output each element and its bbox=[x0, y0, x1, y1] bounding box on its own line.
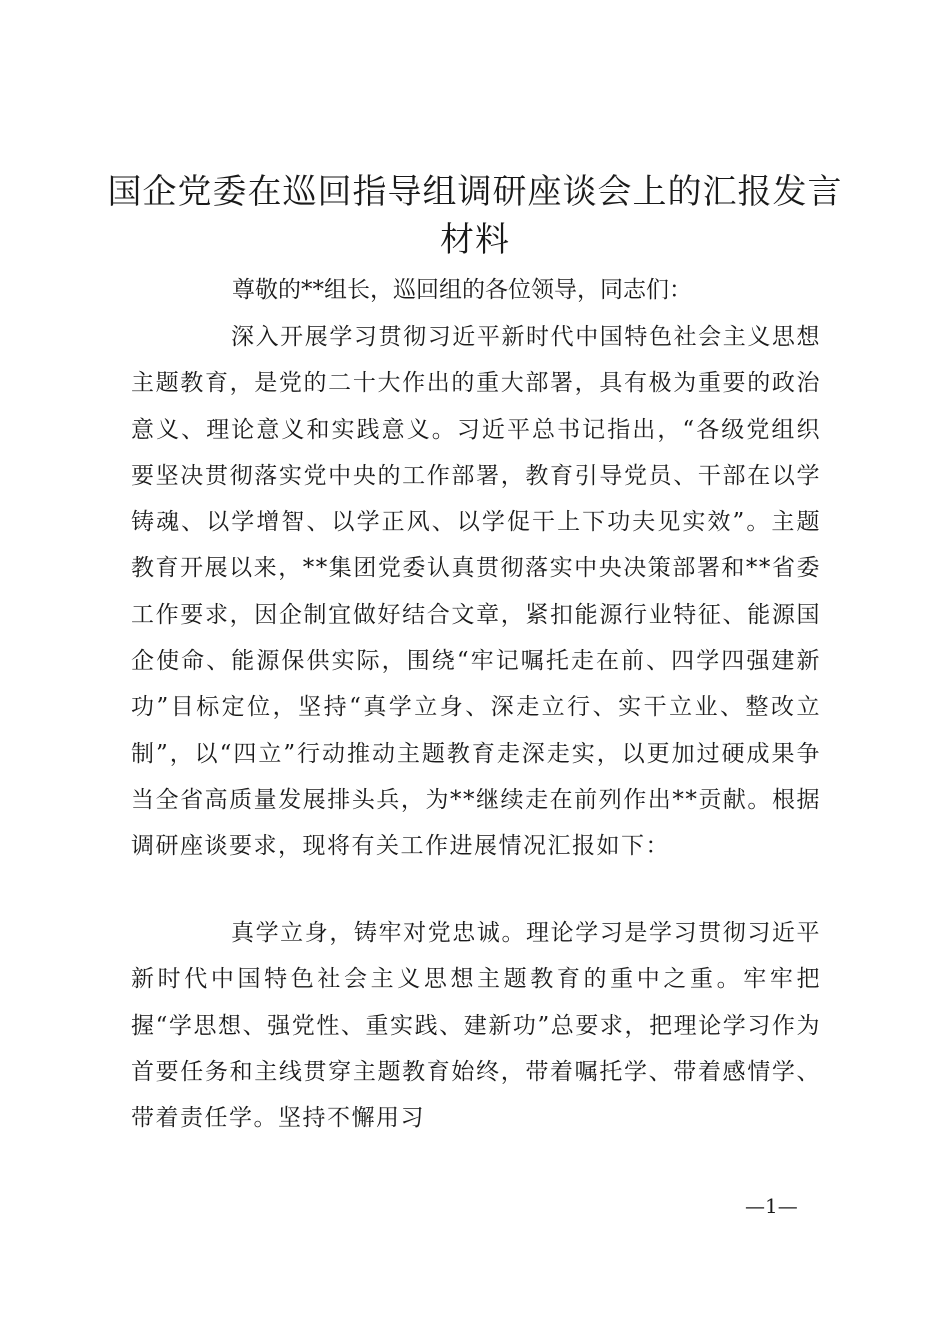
paragraph-study: 真学立身，铸牢对党忠诚。理论学习是学习贯彻习近平新时代中国特色社会主义思想主题教育的重中之重。牢牢把握“学思想、强党性、重实践、建新功”总要求，把理论学习作为首要任务和主线贯穿主题教育始终，带着嘱托学、带着感情学、带着责任学。坚持不懈用习 bbox=[131, 920, 821, 1132]
page-number: —1— bbox=[745, 1194, 798, 1218]
paragraph-intro: 深入开展学习贯彻习近平新时代中国特色社会主义思想主题教育，是党的二十大作出的重大部署，具有极为重要的政治意义、理论意义和实践意义。习近平总书记指出，“各级党组织要坚决贯彻落实党中央的工作部署，教育引导党员、干部在以学铸魂、以学增智、以学正风、以学促干上下功夫见实效”。主题教育开展以来，**集团党委认真贯彻落实中央决策部署和**省委工作要求，因企制宜做好结合文章，紧扣能源行业特征、能源国企使命、能源保供实际，围绕“牢记嘱托走在前、四学四强建新功”目标定位，坚持“真学立身、深走立行、实干立业、整改立制”，以“四立”行动推动主题教育走深走实，以更加过硬成果争当全省高质量发展排头兵，为**继续走在前列作出**贡献。根据调研座谈要求，现将有关工作进展情况汇报如下： bbox=[131, 324, 821, 860]
document-title: 国企党委在巡回指导组调研座谈会上的汇报发言材料 bbox=[107, 172, 843, 260]
salutation: 尊敬的**组长，巡回组的各位领导，同志们： bbox=[232, 277, 692, 303]
